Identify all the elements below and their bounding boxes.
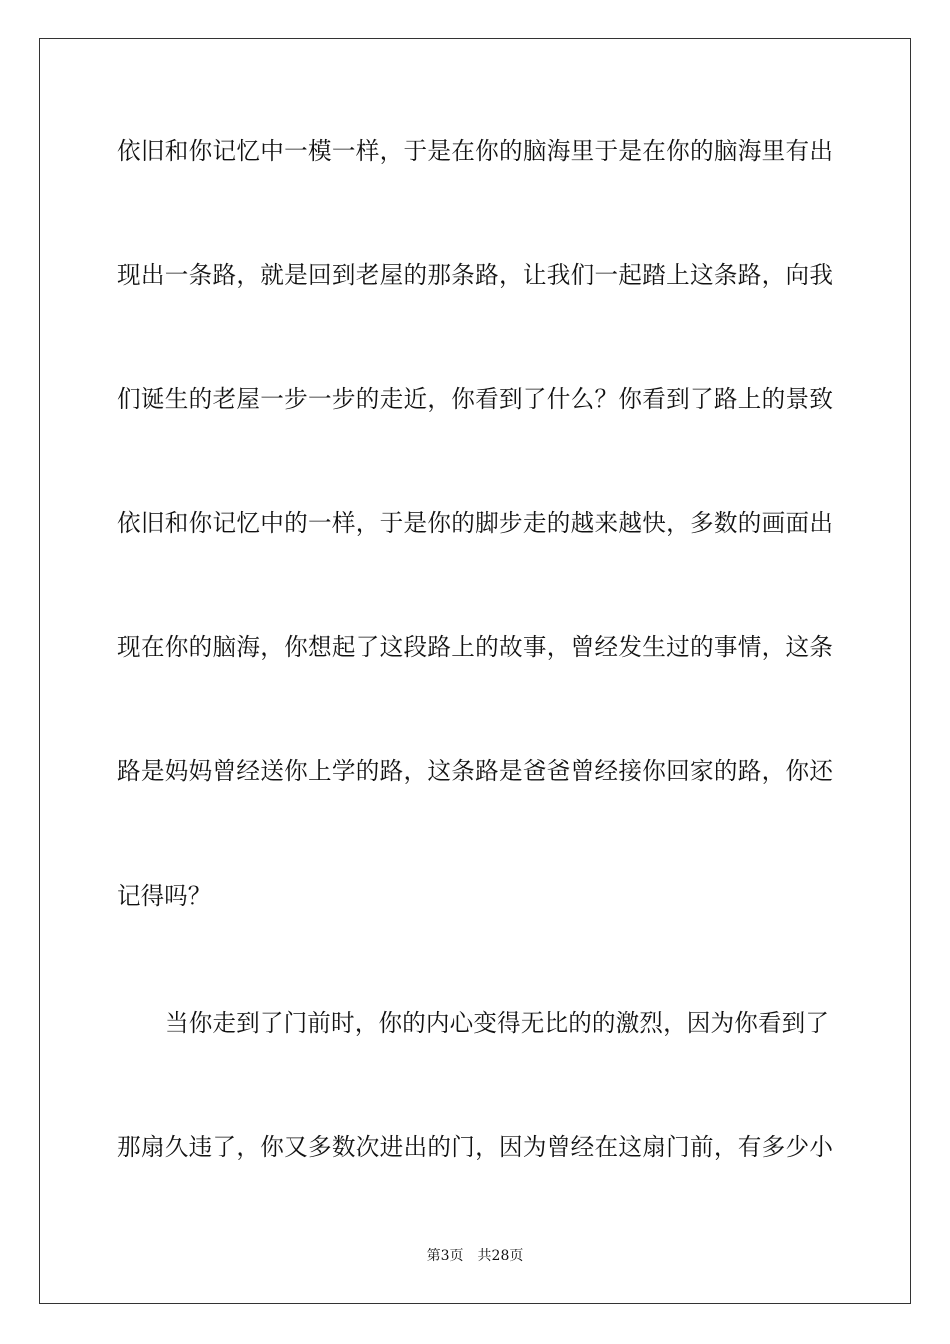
paragraph-line: 现在你的脑海，你想起了这段路上的故事，曾经发生过的事情，这条: [117, 633, 833, 661]
paragraph-line: 当你走到了门前时，你的内心变得无比的的激烈，因为你看到了: [165, 1009, 829, 1037]
paragraph-line: 依旧和你记忆中一模一样，于是在你的脑海里于是在你的脑海里有出: [117, 137, 833, 165]
page-footer: [0, 1246, 950, 1266]
paragraph-line: 那扇久违了，你又多数次进出的门，因为曾经在这扇门前，有多少小: [117, 1133, 833, 1161]
page-total: 共28页: [477, 1248, 524, 1264]
paragraph-line: 路是妈妈曾经送你上学的路，这条路是爸爸曾经接你回家的路，你还: [117, 757, 833, 785]
page-border: [39, 38, 911, 1304]
paragraph-line: 依旧和你记忆中的一样，于是你的脚步走的越来越快，多数的画面出: [117, 509, 833, 537]
paragraph-line: 记得吗？: [117, 882, 212, 910]
paragraph-line: 们诞生的老屋一步一步的走近，你看到了什么？你看到了路上的景致: [117, 385, 833, 413]
paragraph-line: 现出一条路，就是回到老屋的那条路，让我们一起踏上这条路，向我: [117, 261, 833, 289]
page-number: 第3页: [426, 1248, 464, 1264]
